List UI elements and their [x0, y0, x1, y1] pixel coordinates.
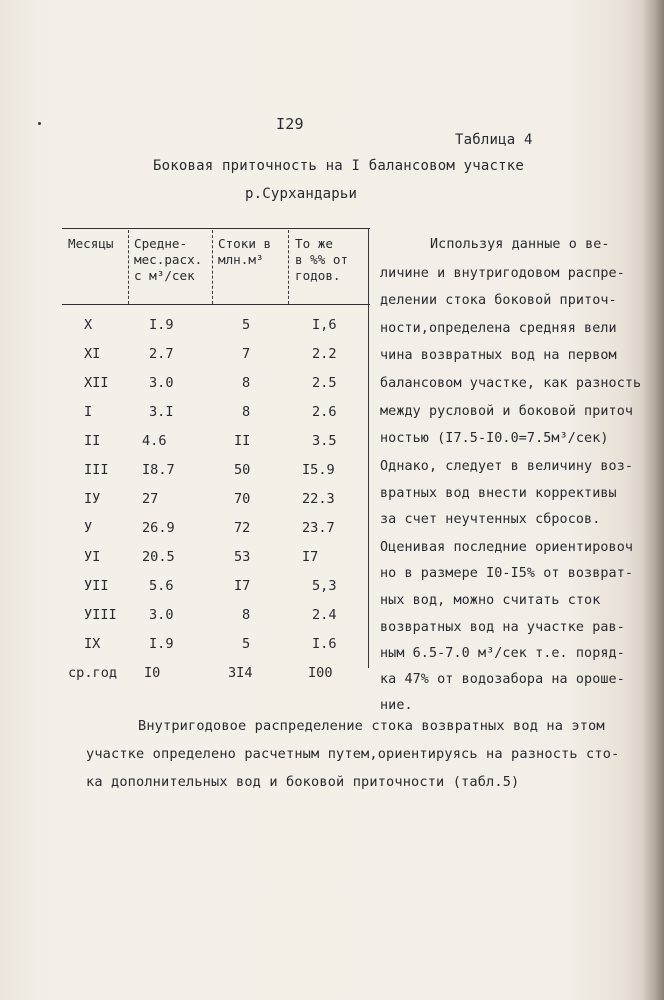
- cell-percent: I5.9: [302, 462, 335, 478]
- cell-month: XI: [84, 346, 101, 362]
- paragraph-line: делении стока боковой приточ-: [380, 293, 617, 308]
- cell-runoff: 8: [242, 375, 251, 391]
- cell-month: ср.год: [68, 665, 118, 681]
- cell-month: III: [84, 462, 109, 478]
- cell-runoff: 72: [234, 520, 251, 536]
- cell-percent: 5,3: [312, 578, 337, 594]
- column-divider: [212, 230, 213, 304]
- cell-discharge: 5.6: [149, 578, 174, 594]
- cell-month: II: [84, 433, 101, 449]
- cell-runoff: 70: [234, 491, 251, 507]
- table-right-rule: [368, 228, 369, 668]
- cell-runoff: 3I4: [228, 665, 253, 681]
- cell-discharge: I.9: [149, 317, 174, 333]
- cell-month: IУ: [84, 491, 101, 507]
- table-title-line-2: р.Сурхандарьи: [245, 186, 358, 202]
- cell-runoff: 5: [242, 317, 251, 333]
- cell-percent: I.6: [312, 636, 337, 652]
- paragraph-line: чина возвратных вод на первом: [380, 348, 617, 363]
- cell-discharge: 3.0: [149, 607, 174, 623]
- cell-month: УI: [84, 549, 101, 565]
- cell-runoff: 8: [242, 607, 251, 623]
- paragraph-line: вратных вод внести коррективы: [380, 486, 617, 501]
- header-percent: То же в %% от годов.: [295, 236, 349, 283]
- ink-speck: [38, 122, 41, 125]
- header-months: Месяцы: [68, 236, 114, 251]
- cell-discharge: 27: [142, 491, 159, 507]
- cell-runoff: 50: [234, 462, 251, 478]
- cell-month: X: [84, 317, 93, 333]
- paragraph-line: ности,определена средняя вели: [380, 321, 617, 336]
- paragraph-line: Внутригодовое распределение стока возвратных вод на этом: [138, 718, 605, 734]
- cell-runoff: 5: [242, 636, 251, 652]
- cell-runoff: 7: [242, 346, 251, 362]
- cell-discharge: 26.9: [142, 520, 175, 536]
- table-title-line-1: Боковая приточность на I балансовом участке: [153, 158, 525, 174]
- paragraph-line: участке определено расчетным путем,ориентируясь на разность сто-: [86, 746, 620, 762]
- cell-month: УIII: [84, 607, 117, 623]
- cell-month: XII: [84, 375, 109, 391]
- cell-discharge: I0: [144, 665, 161, 681]
- cell-runoff: I7: [234, 578, 251, 594]
- table-top-rule: [62, 228, 370, 229]
- cell-percent: 2.2: [312, 346, 337, 362]
- cell-discharge: I.9: [149, 636, 174, 652]
- table-header-rule: [62, 304, 370, 305]
- cell-discharge: 3.0: [149, 375, 174, 391]
- cell-percent: I7: [302, 549, 319, 565]
- cell-percent: 22.3: [302, 491, 335, 507]
- paragraph-line: между русловой и боковой приточ: [380, 404, 634, 419]
- paragraph-line: ных вод, можно считать сток: [380, 593, 601, 608]
- cell-percent: 23.7: [302, 520, 335, 536]
- paragraph-line: ние.: [380, 698, 413, 713]
- page-number: I29: [276, 115, 304, 133]
- column-divider: [288, 230, 289, 304]
- cell-month: IX: [84, 636, 101, 652]
- paragraph-line: но в размере I0-I5% от возврат-: [380, 566, 634, 581]
- cell-percent: 2.4: [312, 607, 337, 623]
- cell-percent: 2.5: [312, 375, 337, 391]
- paragraph-line: за счет неучтенных сбросов.: [380, 512, 601, 527]
- cell-runoff: 53: [234, 549, 251, 565]
- paragraph-line: ка дополнительных вод и боковой приточности (табл.5): [86, 774, 520, 790]
- cell-month: I: [84, 404, 93, 420]
- cell-discharge: 20.5: [142, 549, 175, 565]
- paragraph-line: ностью (I7.5-I0.0=7.5м³/сек): [380, 431, 609, 446]
- table-label: Таблица 4: [455, 132, 533, 148]
- column-divider: [128, 230, 129, 304]
- paragraph-line: балансовом участке, как разность: [380, 376, 642, 391]
- data-table: [62, 228, 372, 681]
- cell-month: У: [84, 520, 93, 536]
- cell-discharge: 4.6: [142, 433, 167, 449]
- paragraph-line: ным 6.5-7.0 м³/сек т.е. поряд-: [380, 646, 625, 661]
- cell-discharge: I8.7: [142, 462, 175, 478]
- paragraph-line: личине и внутригодовом распре-: [380, 266, 625, 281]
- paragraph-line: ка 47% от водозабора на ороше-: [380, 672, 625, 687]
- header-avg-discharge: Средне- мес.расх. с м³/сек: [134, 236, 203, 283]
- cell-discharge: 3.I: [149, 404, 174, 420]
- cell-percent: I00: [308, 665, 333, 681]
- cell-runoff: II: [234, 433, 251, 449]
- cell-percent: I,6: [312, 317, 337, 333]
- paragraph-line: Оценивая последние ориентировоч: [380, 540, 634, 555]
- page-edge-shadow: [642, 0, 664, 1000]
- cell-percent: 3.5: [312, 433, 337, 449]
- paragraph-line: Однако, следует в величину воз-: [380, 459, 634, 474]
- cell-month: УII: [84, 578, 109, 594]
- cell-runoff: 8: [242, 404, 251, 420]
- paragraph-line: возвратных вод на участке рав-: [380, 620, 625, 635]
- cell-discharge: 2.7: [149, 346, 174, 362]
- header-runoff: Стоки в млн.м³: [218, 236, 272, 267]
- paragraph-line: Используя данные о ве-: [430, 237, 610, 252]
- cell-percent: 2.6: [312, 404, 337, 420]
